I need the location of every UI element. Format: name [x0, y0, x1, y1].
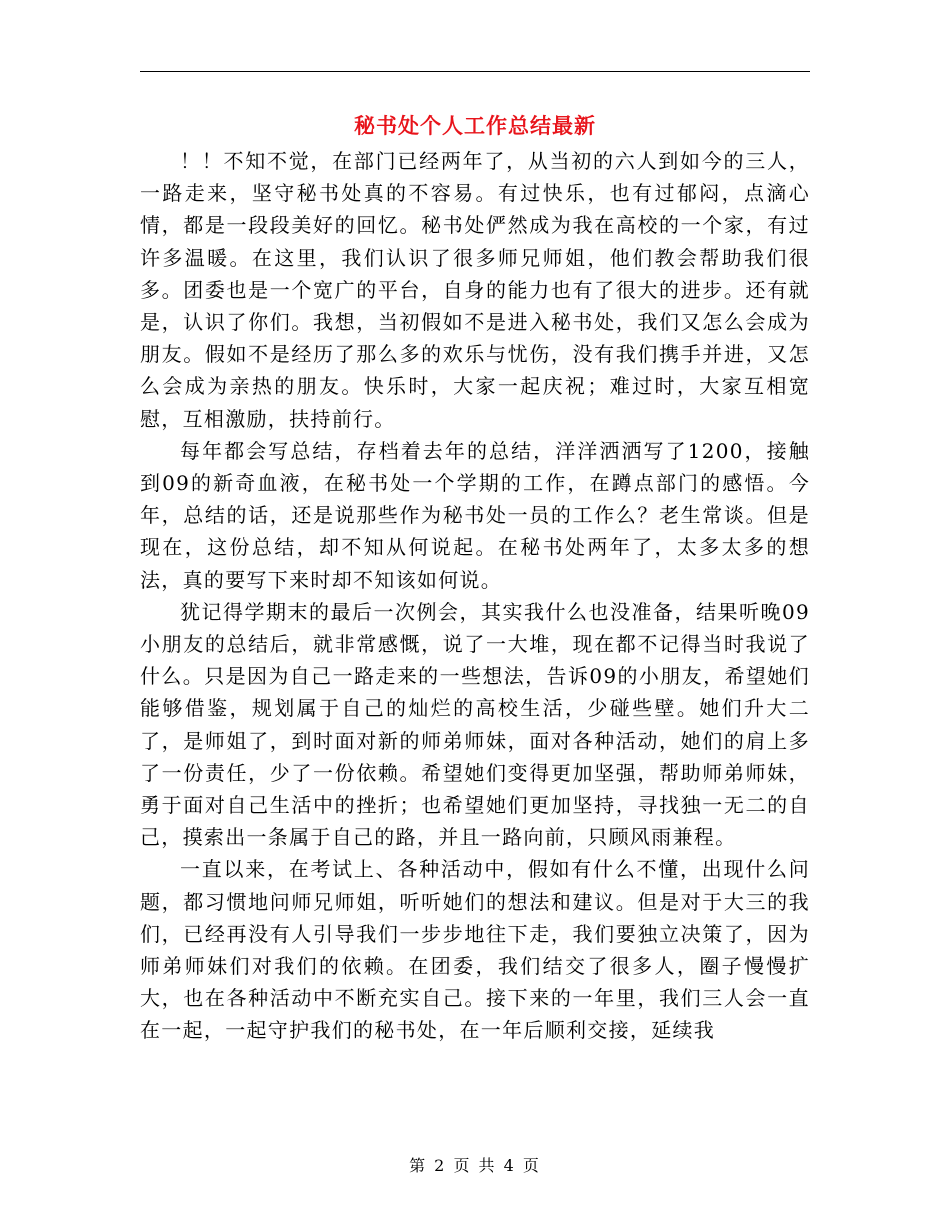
- paragraph-4: 一直以来，在考试上、各种活动中，假如有什么不懂，出现什么问题，都习惯地问师兄师姐，听听她们的想法和建议。但是对于大三的我们，已经再没有人引导我们一步步地往下走，我们要独立决策了，因为师弟师妹们对我们的依赖。在团委，我们结交了很多人，圈子慢慢扩大，也在各种活动中不断充实自己。接下来的一年里，我们三人会一直在一起，一起守护我们的秘书处，在一年后顺利交接，延续我: [140, 857, 810, 1043]
- document-title: 秘书处个人工作总结最新: [354, 113, 596, 138]
- paragraph-1: ！！不知不觉，在部门已经两年了，从当初的六人到如今的三人，一路走来，坚守秘书处真的不容易。有过快乐，也有过郁闷，点滴心情，都是一段段美好的回忆。秘书处俨然成为我在高校的一个家，有过许多温暖。在这里，我们认识了很多师兄师姐，他们教会帮助我们很多。团委也是一个宽广的平台，自身的能力也有了很大的进步。还有就是，认识了你们。我想，当初假如不是进入秘书处，我们又怎么会成为朋友。假如不是经历了那么多的欢乐与忧伤，没有我们携手并进，又怎么会成为亲热的朋友。快乐时，大家一起庆祝；难过时，大家互相宽慰，互相激励，扶持前行。: [140, 149, 810, 431]
- page-number-footer: 第 2 页 共 4 页: [409, 1156, 541, 1175]
- paragraph-3: 犹记得学期末的最后一次例会，其实我什么也没准备，结果听晚09小朋友的总结后，就非常感慨，说了一大堆，现在都不记得当时我说了什么。只是因为自己一路走来的一些想法，告诉09的小朋友，希望她们能够借鉴，规划属于自己的灿烂的高校生活，少碰些壁。她们升大二了，是师姐了，到时面对新的师弟师妹，面对各种活动，她们的肩上多了一份责任，少了一份依赖。希望她们变得更加坚强，帮助师弟师妹，勇于面对自己生活中的挫折；也希望她们更加坚持，寻找独一无二的自己，摸索出一条属于自己的路，并且一路向前，只顾风雨兼程。: [140, 599, 810, 850]
- document-body: [140, 145, 810, 1047]
- header-rule: [140, 71, 810, 72]
- paragraph-2: 每年都会写总结，存档着去年的总结，洋洋洒洒写了1200，接触到09的新奇血液，在秘书处一个学期的工作，在蹲点部门的感悟。今年，总结的话，还是说那些作为秘书处一员的工作么？老生常谈。但是现在，这份总结，却不知从何说起。在秘书处两年了，太多太多的想法，真的要写下来时却不知该如何说。: [140, 438, 810, 592]
